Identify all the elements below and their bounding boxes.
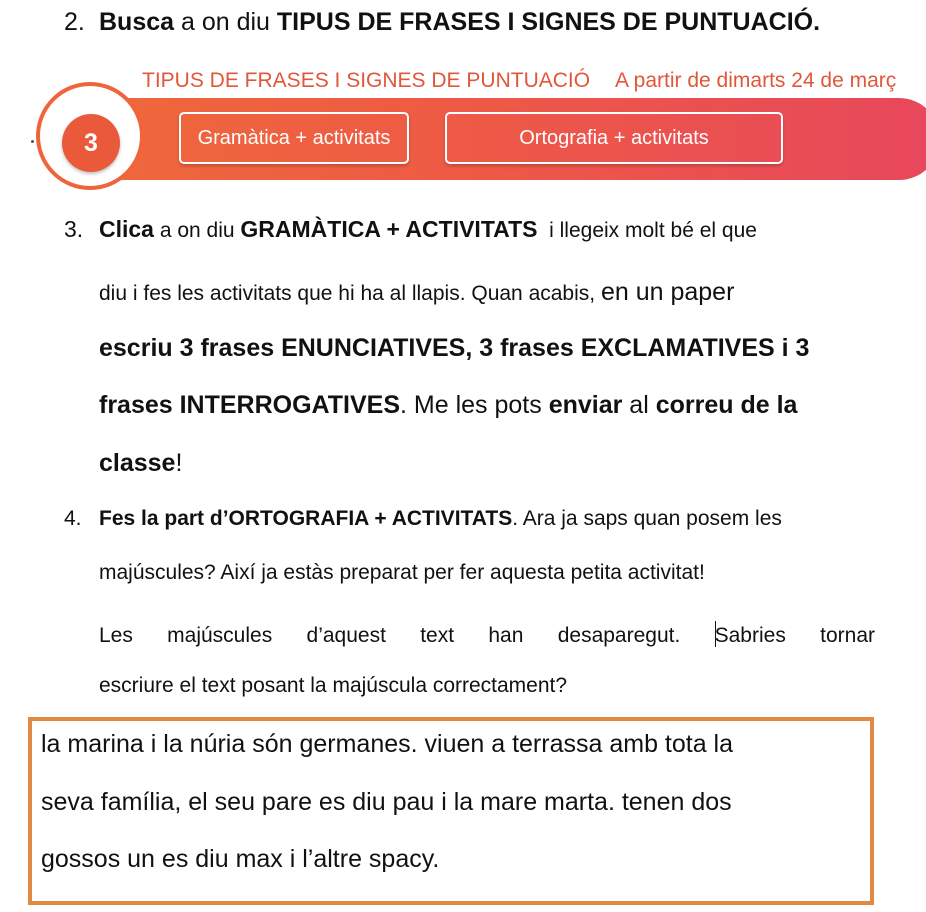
orthography-activities-button[interactable]: Ortografia + activitats: [445, 112, 783, 164]
step-3-number: 3.: [64, 216, 84, 242]
step-3-line-2-start: diu i fes les activitats que hi ha al llapis. Quan acabis,: [99, 282, 601, 305]
step-3-line-5: [99, 451, 182, 476]
step-3-target: GRAMÀTICA + ACTIVITATS: [240, 216, 538, 242]
step-2-verb: Busca: [99, 8, 175, 36]
step-3-line-4-bold-1: frases INTERROGATIVES: [99, 391, 401, 419]
step-3-line-5-end: !: [175, 449, 183, 477]
step-3-verb: Clica: [99, 216, 154, 242]
banner-number-badge: 3: [62, 114, 120, 172]
grammar-activities-button[interactable]: Gramàtica + activitats: [179, 112, 409, 164]
exercise-line-1: la marina i la núria són germanes. viuen a terrassa amb tota la: [41, 730, 734, 758]
step-4-line-1-bold: Fes la part d’ORTOGRAFIA + ACTIVITATS: [99, 507, 513, 530]
step-3-line-1-end: i llegeix molt bé el que: [537, 219, 757, 242]
step-4-paragraph-2-line-2: escriure el text posant la majúscula correctament?: [99, 674, 568, 697]
bullet-dot: [31, 140, 34, 143]
step-3-line-4: [99, 393, 797, 418]
banner-date: A partir de dimarts 24 de març: [615, 69, 897, 92]
step-3-line-1: [99, 218, 757, 241]
step-3-line-2-end: en un paper: [600, 278, 735, 306]
step-3-line-4-mid: . Me les pots: [400, 391, 549, 419]
step-4-line-1: [99, 508, 782, 529]
banner-title: TIPUS DE FRASES I SIGNES DE PUNTUACIÓ: [142, 69, 591, 92]
step-4-line-1-end: . Ara ja saps quan posem les: [512, 507, 782, 530]
step-4-number: 4.: [64, 507, 82, 530]
step-3-line-4-mid-2: al: [622, 391, 656, 419]
step-2-target: TIPUS DE FRASES I SIGNES DE PUNTUACIÓ.: [276, 8, 821, 36]
step-3-line-4-bold-3: correu de la: [655, 391, 798, 419]
step-3-line-2: [99, 280, 734, 305]
step-3-line-3: escriu 3 frases ENUNCIATIVES, 3 frases EXCLAMATIVES i 3: [99, 334, 810, 362]
step-2-number: 2.: [64, 8, 85, 36]
step-2-middle: a on diu: [174, 8, 277, 36]
step-4-p2-start: Les majúscules d’aquest text han desaparegut.: [99, 624, 715, 647]
step-2-text: [99, 10, 820, 35]
step-3-mid: a on diu: [153, 219, 241, 242]
step-4-p2-end: Sabries tornar: [714, 624, 875, 647]
exercise-line-3: gossos un es diu max i l’altre spacy.: [41, 845, 440, 873]
step-3-line-5-bold: classe: [99, 449, 176, 477]
step-4-paragraph-2-line-1: [99, 621, 875, 647]
exercise-line-2: seva família, el seu pare es diu pau i la mare marta. tenen dos: [41, 788, 732, 816]
step-3-line-4-bold-2: enviar: [548, 391, 623, 419]
step-4-line-2: majúscules? Així ja estàs preparat per fer aquesta petita activitat!: [99, 561, 705, 584]
